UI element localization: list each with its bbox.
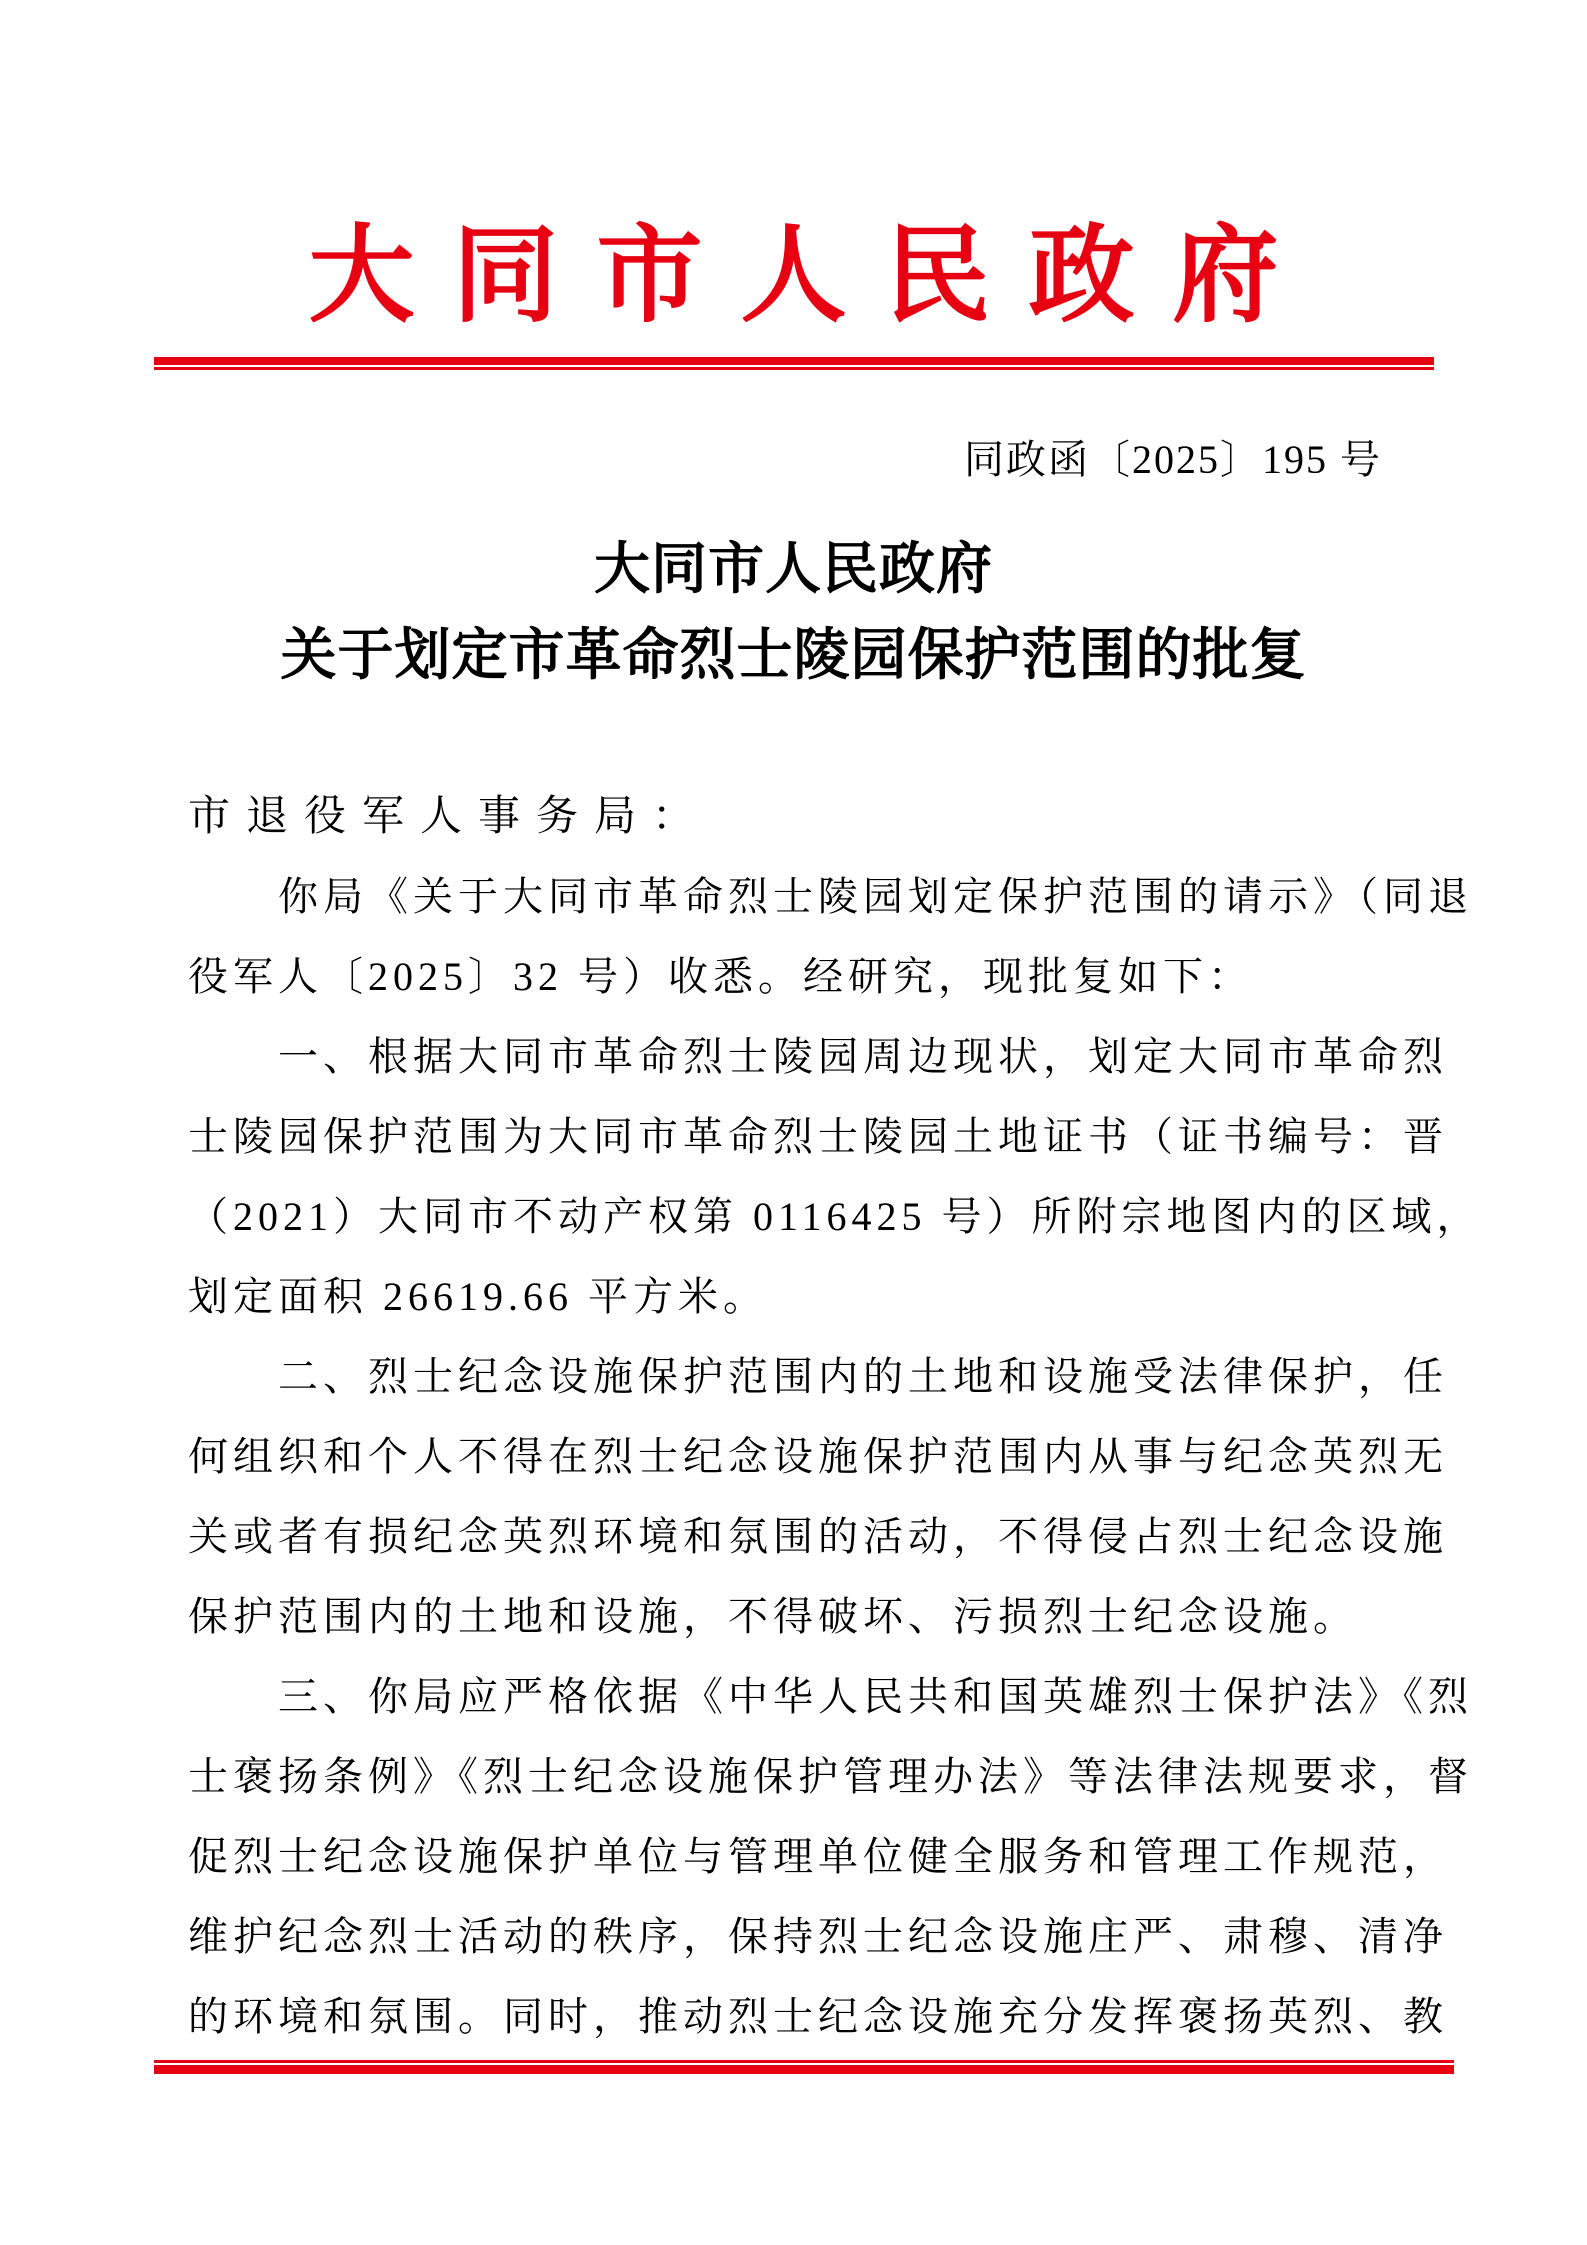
header-rule-thick-bar [154,357,1434,365]
body-line: 划定面积 26619.66 平方米。 [188,1274,768,1319]
body-line: 保护范围内的土地和设施，不得破坏、污损烈士纪念设施。 [188,1594,1358,1639]
letterhead-agency-name: 大同市人民政府 [308,218,1317,335]
footer-separator-rule [154,2060,1454,2074]
body-line: 何组织和个人不得在烈士纪念设施保护范围内从事与纪念英烈无 [188,1434,1448,1479]
body-line: 一、根据大同市革命烈士陵园周边现状，划定大同市革命烈 [278,1034,1448,1079]
document-title-line-2: 关于划定市革命烈士陵园保护范围的批复 [280,625,1307,687]
document-title [0,527,1587,699]
body-line: 士褒扬条例》《烈士纪念设施保护管理办法》等法律法规要求，督 [188,1754,1473,1799]
body-line: 的环境和氛围。同时，推动烈士纪念设施充分发挥褒扬英烈、教 [188,1994,1448,2039]
body-line: 促烈士纪念设施保护单位与管理单位健全服务和管理工作规范， [188,1834,1448,1879]
header-separator-rule [154,357,1434,370]
body-line: 士陵园保护范围为大同市革命烈士陵园土地证书（证书编号：晋 [188,1114,1448,1159]
salutation-line: 市退役军人事务局： [188,794,711,840]
body-line: 三、你局应严格依据《中华人民共和国英雄烈士保护法》《烈 [278,1674,1473,1719]
body-line: 二、烈士纪念设施保护范围内的土地和设施受法律保护，任 [278,1354,1448,1399]
document-body [188,777,1482,2057]
body-line: 役军人〔2025〕32 号）收悉。经研究，现批复如下： [188,954,1253,999]
header-rule-thin-bar [154,367,1434,370]
body-line: 关或者有损纪念英烈环境和氛围的活动，不得侵占烈士纪念设施 [188,1514,1448,1559]
body-line: （2021）大同市不动产权第 0116425 号）所附宗地图内的区域， [188,1194,1482,1239]
body-line: 你局《关于大同市革命烈士陵园划定保护范围的请示》（同退 [278,874,1473,919]
document-title-line-1: 大同市人民政府 [594,539,993,601]
body-line: 维护纪念烈士活动的秩序，保持烈士纪念设施庄严、肃穆、清净 [188,1914,1448,1959]
document-reference-number: 同政函〔2025〕195 号 [964,437,1382,482]
footer-rule-thick-bar [154,2065,1454,2074]
